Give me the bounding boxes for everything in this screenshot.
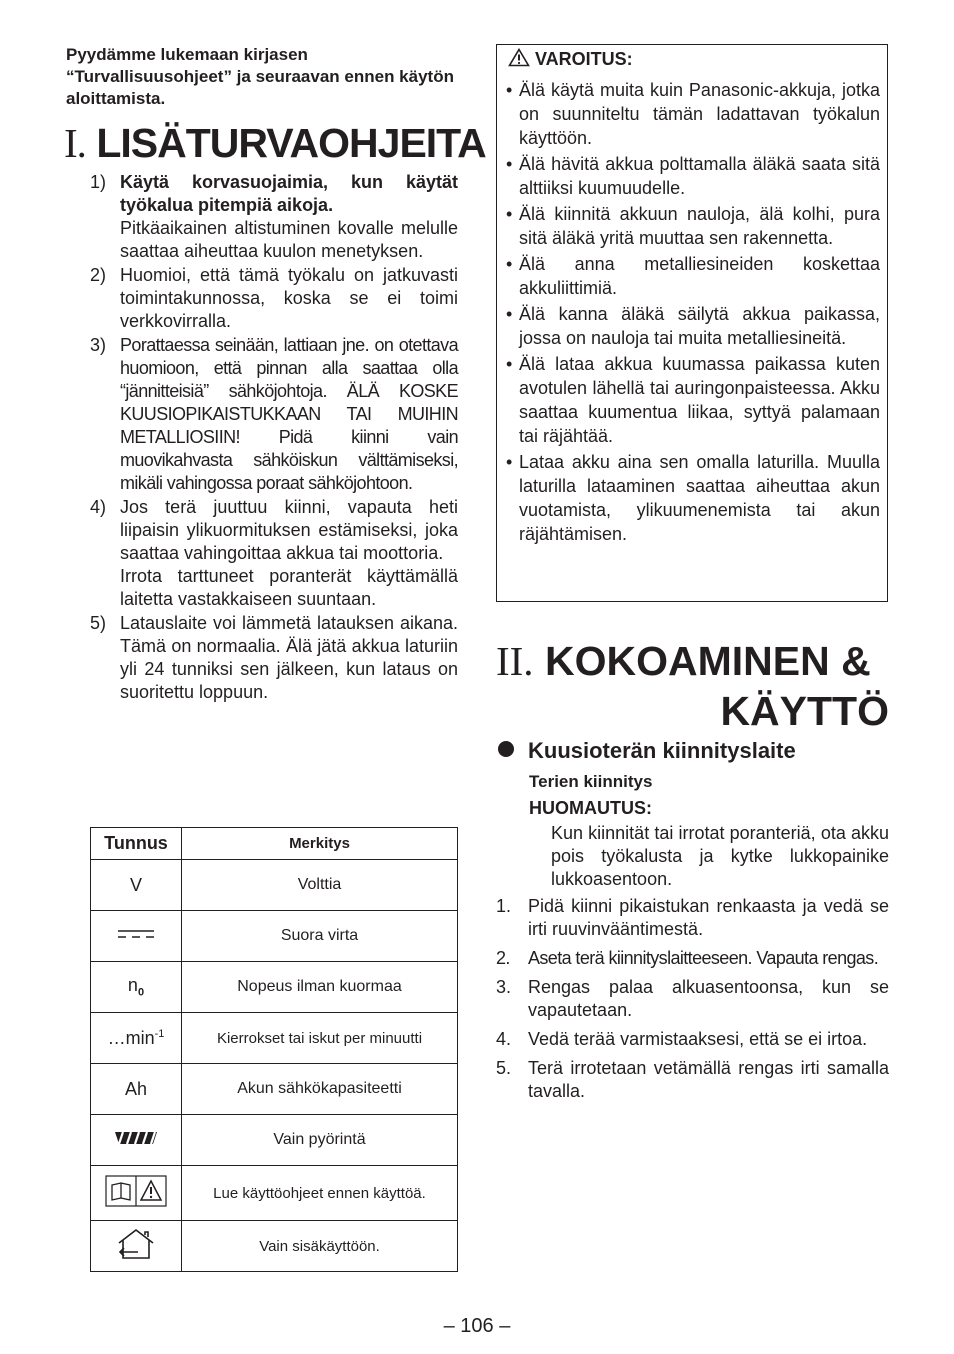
list-item [90,171,458,263]
list-item-number: 5) [90,613,107,633]
list-item-number: 2) [90,265,107,285]
list-item-text: Huomioi, että tämä työkalu on jatkuvasti toimintakunnossa, koska se ei toimi verkkovirralla. [120,265,458,331]
symbol-cell [91,1013,182,1064]
meaning-cell: Vain pyörintä [182,1115,458,1166]
list-item-text: Jos terä juuttuu kiinni, vapauta heti liipaisin ylikuormituksen estämiseksi, joka saattaa vahingoittaa akkua tai moottoria. [120,497,458,563]
list-item [90,334,458,495]
list-item: • Lataa akku aina sen omalla laturilla. Muulla laturilla lataaminen saattaa aiheuttaa akun vuotamista, ylikuumenemista tai akun räjähtämisen. [506,452,880,544]
meaning-cell: Volttia [182,860,458,911]
step-text: Rengas palaa alkuasentoonsa, kun se vapautetaan. [528,977,889,1020]
symbol-cell [91,1115,182,1166]
table-row [91,962,458,1013]
steps-list [496,895,889,1109]
list-item-text-2: Irrota tarttuneet poranterät käyttämällä laitetta vastakkaiseen suuntaan. [120,566,458,609]
section-2-numeral: II. [496,638,534,684]
table-header-row [91,828,458,860]
step-number: 3. [496,977,512,997]
dc-current-icon [116,926,156,942]
list-item [496,976,889,1022]
warning-title [508,48,633,70]
step-number: 2. [496,948,510,968]
symbol-cell [91,911,182,962]
symbol-subscript: 0 [137,986,145,999]
symbol-cell: Ah [91,1064,182,1115]
bullet-text: Älä lataa akkua kuumassa paikassa kuten avotulen lähellä tai auringonpaisteessa. Akku saattaa kuumentua liikaa, syttyä palamaan tai räjähtää. [519,354,880,446]
table-row [91,860,458,911]
bullet-dot-icon [498,741,514,757]
table-row [91,1166,458,1221]
step-text: Terä irrotetaan vetämällä rengas irti samalla tavalla. [528,1058,889,1101]
list-item [496,895,889,941]
symbol-cell: V [91,860,182,911]
step-text: Aseta terä kiinnityslaitteeseen. Vapauta rengas. [528,948,879,968]
symbol-superscript: -1 [154,1027,165,1040]
meaning-cell: Nopeus ilman kuormaa [182,962,458,1013]
list-item: • Älä käytä muita kuin Panasonic-akkuja, jotka on suunniteltu tämän ladattavan työkalun käyttöön. [506,80,880,148]
list-item: • Älä lataa akkua kuumassa paikassa kuten avotulen lähellä tai auringonpaisteessa. Akku saattaa kuumentua liikaa, syttyä palamaan tai räjähtää. [506,354,880,446]
bullet-text: Älä hävitä akkua polttamalla äläkä saata sitä alttiiksi kuumuudelle. [519,154,880,198]
rotation-only-icon [113,1129,159,1147]
list-item [90,264,458,333]
section-2-title-line2: KÄYTTÖ [720,688,889,734]
list-item [90,496,458,611]
list-item [90,612,458,704]
symbol-cell [91,1166,182,1221]
warning-list [506,78,880,548]
list-item-number: 4) [90,497,107,517]
symbol-table [90,827,458,1272]
step-number: 4. [496,1029,512,1049]
table-row [91,1115,458,1166]
symbol-cell [91,962,182,1013]
list-item: • Älä anna metalliesineiden koskettaa akkuliittimiä. [506,254,880,298]
list-item-text: Latauslaite voi lämmetä latauksen aikana. Tämä on normaalia. Älä jätä akkua laturiin yli 24 tunniksi sen jälkeen, kun lataus on suoritettu loppuun. [120,613,458,702]
step-text: Vedä terää varmistaaksesi, että se ei irtoa. [528,1029,868,1049]
step-number: 5. [496,1058,512,1078]
meaning-cell: Akun sähkökapasiteetti [182,1064,458,1115]
indoor-use-icon [116,1227,156,1261]
bullet-text: Älä käytä muita kuin Panasonic-akkuja, jotka on suunniteltu tämän ladattavan työkalun käyttöön. [519,80,880,148]
symbol-text: n [127,975,138,996]
section-2-title-line1: KOKOAMINEN & [544,638,871,684]
read-manual-warning-icon [105,1175,167,1207]
intro-text: Pyydämme lukemaan kirjasen “Turvallisuusohjeet” ja seuraavan ennen käytön aloittamista. [66,45,454,108]
section-1-heading [64,118,486,168]
warning-title-text: VAROITUS: [535,49,633,69]
list-item-number: 3) [90,335,107,355]
section-2-heading [496,636,889,736]
table-header-symbol: Tunnus [91,828,182,860]
list-item-text: Porattaessa seinään, lattiaan jne. on otettava huomioon, että pinnan alla saattaa olla “jännitteisiä” sähköjohtoja. ÄLÄ KOSKE KUUSIOPIKAISTUKKAAN TAI MUIHIN METALLIOSIIN! Pidä kiinni vain muovikahvasta sähköiskun välttämiseksi, mikäli vahingossa poraat sähköjohtoon. [120,335,458,493]
list-item [496,947,889,970]
step-text: Pidä kiinni pikaistukan renkaasta ja vedä se irti ruuvinvääntimestä. [528,896,889,939]
subsection-subtitle: Terien kiinnitys [529,772,653,791]
subsection-heading [498,737,796,765]
list-item [496,1057,889,1103]
meaning-cell: Suora virta [182,911,458,962]
page-number: – 106 – [443,1315,511,1337]
section-1-numeral: I. [64,120,86,166]
step-number: 1. [496,896,512,916]
list-item-bold: Käytä korvasuojaimia, kun käytät työkalua pitempiä aikoja. [120,172,458,215]
table-row [91,1013,458,1064]
list-item: • Älä kiinnitä akkuun nauloja, älä kolhi, pura sitä äläkä yritä muuttaa sen rakennetta. [506,204,880,248]
list-item [496,1028,889,1051]
symbol-cell [91,1221,182,1272]
note-label: HUOMAUTUS: [529,798,652,818]
list-item: • Älä hävitä akkua polttamalla äläkä saata sitä alttiiksi kuumuudelle. [506,154,880,198]
list-item: • Älä kanna äläkä säilytä akkua paikassa, jossa on nauloja tai muita metalliesineitä. [506,304,880,348]
meaning-cell: Lue käyttöohjeet ennen käyttöä. [182,1166,458,1221]
warning-triangle-icon [508,48,530,67]
table-header-meaning: Merkitys [182,828,458,860]
meaning-cell: Kierrokset tai iskut per minuutti [182,1013,458,1064]
section-1-title: LISÄTURVAOHJEITA [96,120,486,166]
meaning-cell: Vain sisäkäyttöön. [182,1221,458,1272]
table-row [91,911,458,962]
bullet-text: Älä kiinnitä akkuun nauloja, älä kolhi, pura sitä äläkä yritä muuttaa sen rakennetta. [519,204,880,248]
safety-list [90,171,458,705]
subsection-title: Kuusioterän kiinnityslaite [528,738,796,763]
list-item-number: 1) [90,172,107,192]
bullet-text: Lataa akku aina sen omalla laturilla. Muulla laturilla lataaminen saattaa aiheuttaa akun vuotamista, ylikuumenemista tai akun räjähtämisen. [519,452,880,544]
note-text: Kun kiinnität tai irrotat poranteriä, ota akku pois työkalusta ja kytke lukkopainike lukkoasentoon. [551,823,889,889]
table-row [91,1221,458,1272]
bullet-text: Älä kanna äläkä säilytä akkua paikassa, jossa on nauloja tai muita metalliesineitä. [519,304,880,348]
list-item-text: Pitkäaikainen altistuminen kovalle melulle saattaa aiheuttaa kuulon menetyksen. [120,218,458,261]
symbol-text: …min [107,1027,155,1048]
bullet-text: Älä anna metalliesineiden koskettaa akkuliittimiä. [519,254,880,298]
table-row [91,1064,458,1115]
